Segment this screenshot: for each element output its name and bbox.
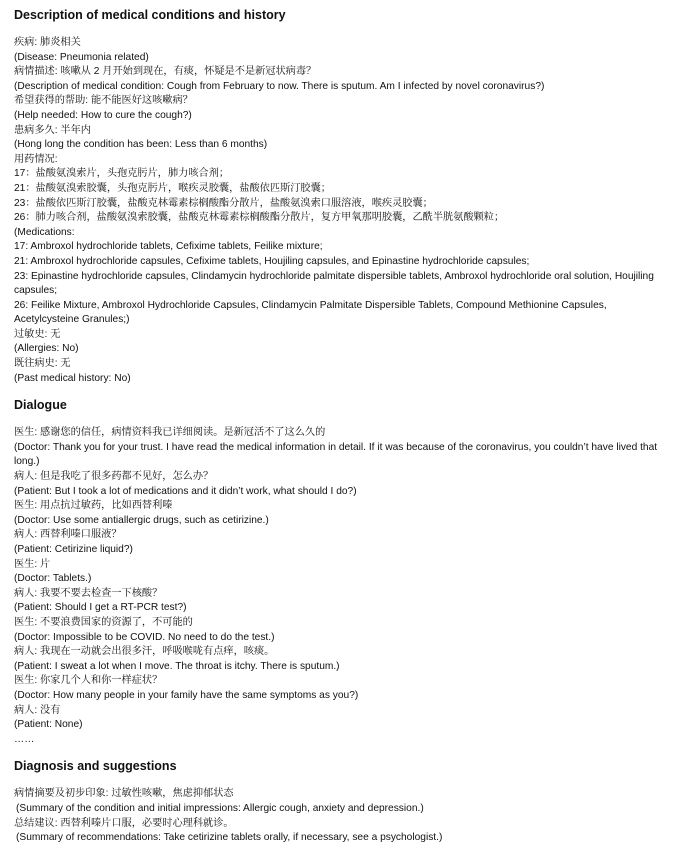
dialogue-line: 病人: 我要不要去检查一下核酸？ [14, 587, 163, 599]
dialogue-line: 病人: 西替利嗪口服液？ [14, 529, 122, 541]
history-line: 过敏史: 无 [14, 328, 61, 340]
diagnosis-line: 总结建议: 西替利嗪片口服，必要时心理科就诊。 [14, 817, 234, 829]
history-line: (Help needed: How to cure the cough?) [14, 109, 192, 121]
history-line: 23：盐酸依匹斯汀胶囊，盐酸克林霉素棕榈酸酯分散片，盐酸氨溴索口服溶液，喉疾灵胶囊； [14, 197, 433, 209]
history-body [14, 36, 663, 386]
diagnosis-line: 病情摘要及初步印象: 过敏性咳嗽，焦虑抑郁状态 [14, 788, 234, 800]
history-line: (Hong long the condition has been: Less than 6 months) [14, 139, 268, 151]
history-line: 疾病: 肺炎相关 [14, 37, 81, 48]
dialogue-line: 医生: 你家几个人和你一样症状？ [14, 675, 163, 687]
dialogue-heading: Dialogue [14, 398, 67, 413]
history-line: (Description of medical condition: Cough from February to now. There is sputum. Am I infected by novel coronavirus?) [14, 80, 545, 92]
dialogue-line: 病人: 我现在一动就会出很多汗，呼吸喉咙有点痒，咳痰。 [14, 646, 275, 658]
history-line: 17: Ambroxol hydrochloride tablets, Cefixime tablets, Feilike mixture; [14, 241, 323, 253]
dialogue-line: (Doctor: Tablets.) [14, 573, 92, 585]
diagnosis-body [14, 787, 663, 845]
dialogue-line: (Doctor: Use some antiallergic drugs, such as cetirizine.) [14, 514, 269, 526]
history-line: 用药情况: [14, 153, 58, 165]
diagnosis-line: (Summary of recommendations: Take cetirizine tablets orally, if necessary, see a psychologist.) [16, 832, 443, 844]
dialogue-body [14, 426, 663, 747]
history-line: 17：盐酸氨溴索片，头孢克肟片，肺力咳合剂； [14, 168, 230, 180]
dialogue-line: 医生: 感谢您的信任，病情资料我已详细阅读。是新冠活不了这么久的 [14, 427, 326, 439]
history-line: (Past medical history: No) [14, 372, 131, 384]
history-heading: Description of medical conditions and history [14, 8, 286, 22]
dialogue-line: (Doctor: Thank you for your trust. I have read the medical information in detail. If it was because of the coronavirus, you couldn’t have lived that long.) [14, 441, 658, 468]
dialogue-line: 医生: 用点抗过敏药，比如西替利嗪 [14, 500, 173, 512]
dialogue-line: 病人: 但是我吃了很多药都不见好，怎么办？ [14, 471, 214, 483]
history-line: 患病多久: 半年内 [14, 124, 91, 136]
dialogue-line: (Doctor: Impossible to be COVID. No need to do the test.) [14, 631, 275, 643]
history-line: 病情描述: 咳嗽从 2 月开始到现在，有痰，怀疑是不是新冠状病毒？ [14, 66, 317, 78]
dialogue-line: (Doctor: How many people in your family have the same symptoms as you?) [14, 689, 359, 701]
dialogue-line: 医生: 片 [14, 558, 51, 570]
dialogue-line: (Patient: Should I get a RT-PCR test?) [14, 602, 187, 614]
dialogue-line: 医生: 不要浪费国家的资源了，不可能的 [14, 616, 193, 628]
dialogue-section [14, 398, 663, 747]
dialogue-line: (Patient: None) [14, 719, 83, 731]
history-line: (Medications: [14, 226, 75, 238]
history-line: 21: Ambroxol hydrochloride capsules, Cefixime tablets, Houjiling capsules, and Epinastine hydrochloride capsules; [14, 255, 530, 267]
history-line: 23: Epinastine hydrochloride capsules, Clindamycin hydrochloride palmitate dispersible tablets, Ambroxol hydrochloride oral solution, Houjiling capsules; [14, 270, 654, 297]
dialogue-line: (Patient: Cetirizine liquid?) [14, 544, 133, 555]
diagnosis-heading: Diagnosis and suggestions [14, 759, 177, 774]
history-line: 既往病史: 无 [14, 358, 71, 370]
dialogue-line: (Patient: I sweat a lot when I move. The throat is itchy. There is sputum.) [14, 660, 340, 672]
diagnosis-line: (Summary of the condition and initial impressions: Allergic cough, anxiety and depression.) [16, 802, 424, 814]
history-line: 26：肺力咳合剂，盐酸氨溴索胶囊，盐酸克林霉素棕榈酸酯分散片，复方甲氧那明胶囊，乙酰半胱氨酸颗粒； [14, 212, 505, 224]
history-line: 26: Feilike Mixture, Ambroxol Hydrochloride Capsules, Clindamycin Palmitate Dispersible Tablets, Compound Methionine Capsules, Acetylcysteine Granules;) [14, 299, 607, 326]
history-section [14, 8, 663, 386]
diagnosis-section [14, 759, 663, 845]
history-line: 21：盐酸氨溴索胶囊，头孢克肟片，喉疾灵胶囊，盐酸依匹斯汀胶囊； [14, 182, 331, 194]
dialogue-ellipsis: …… [14, 733, 35, 745]
history-line: (Disease: Pneumonia related) [14, 51, 149, 63]
history-line: 希望获得的帮助: 能不能医好这咳嗽病？ [14, 95, 193, 107]
dialogue-line: 病人: 没有 [14, 704, 61, 716]
dialogue-line: (Patient: But I took a lot of medications and it didn’t work, what should I do?) [14, 485, 357, 497]
history-line: (Allergies: No) [14, 343, 79, 355]
